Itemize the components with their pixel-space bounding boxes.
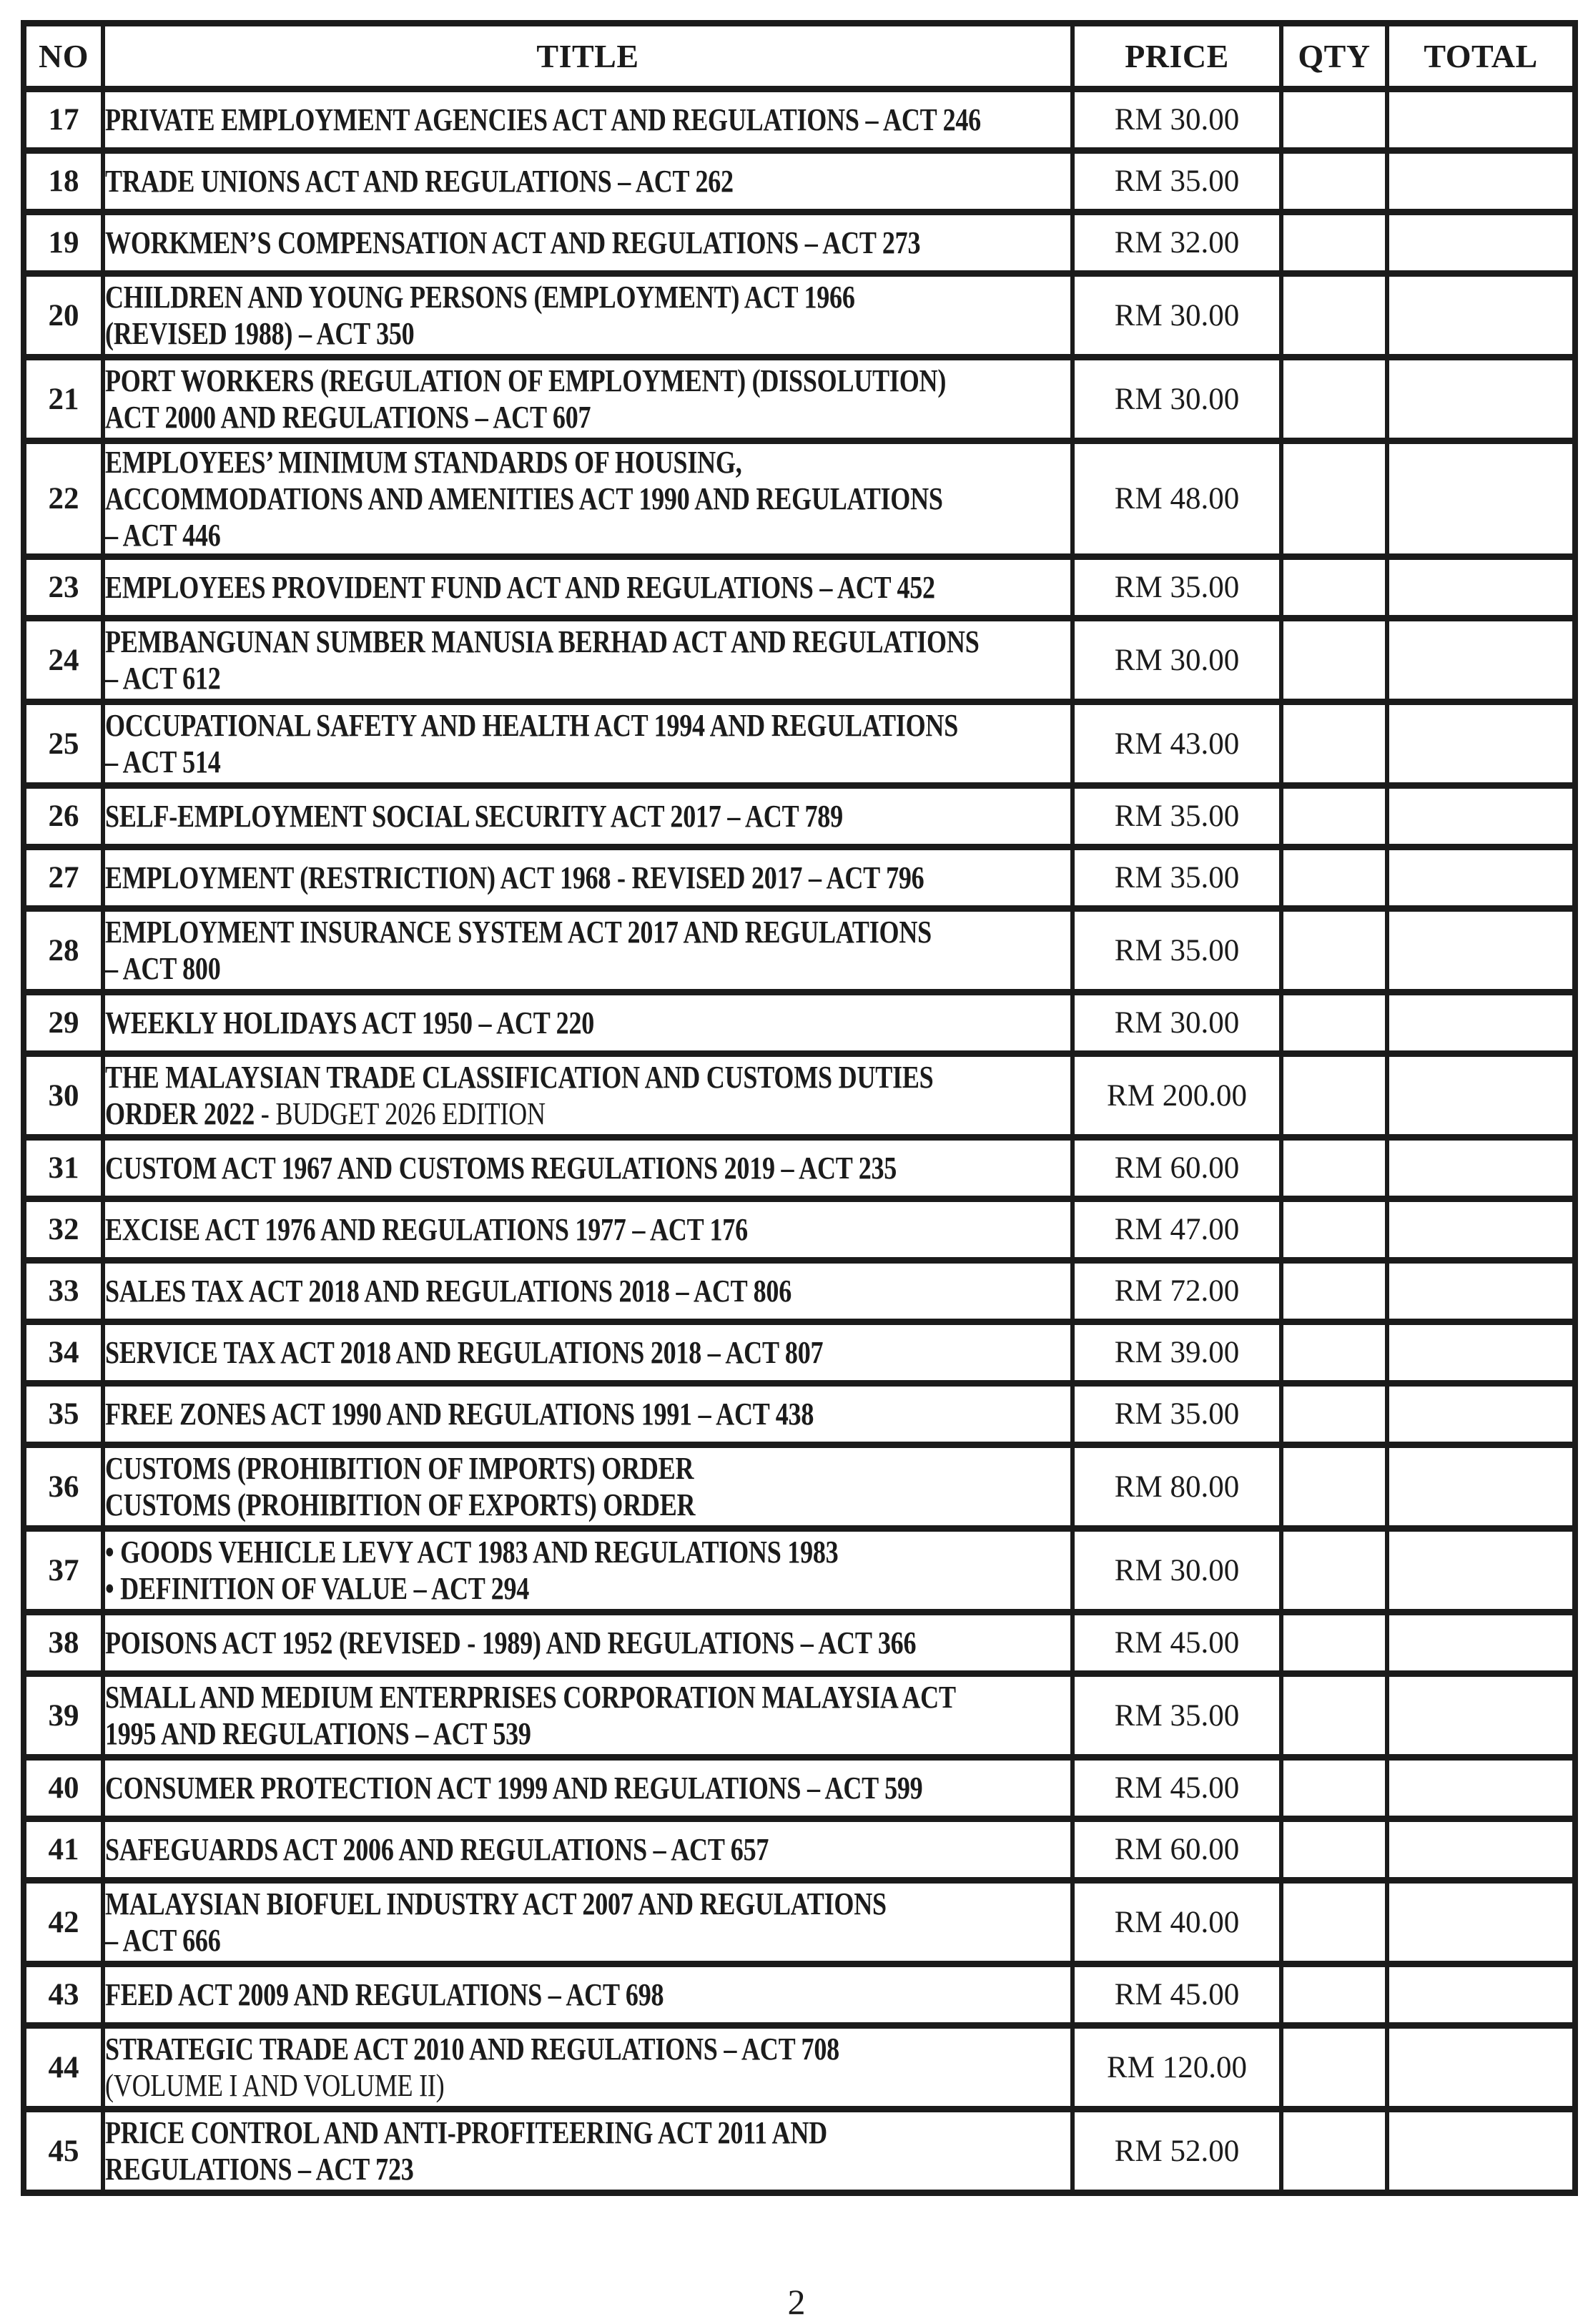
row-price: RM 45.00 — [1072, 1964, 1281, 2026]
title-line — [105, 399, 897, 435]
row-qty-cell — [1281, 1612, 1387, 1674]
title-segment-bold: STRATEGIC TRADE ACT 2010 AND REGULATIONS – ACT 708 — [105, 2032, 839, 2067]
title-line — [105, 744, 897, 780]
title-line — [105, 1487, 897, 1523]
row-number: 45 — [24, 2109, 103, 2193]
title-segment-bold: ACCOMMODATIONS AND AMENITIES ACT 1990 AND REGULATIONS — [105, 481, 943, 517]
table-row — [24, 1054, 1575, 1138]
table-row — [24, 1529, 1575, 1612]
title-line — [105, 2067, 897, 2104]
table-row — [24, 557, 1575, 619]
row-total-cell — [1387, 212, 1575, 274]
row-price: RM 35.00 — [1072, 1384, 1281, 1445]
title-segment-bold: PORT WORKERS (REGULATION OF EMPLOYMENT) (DISSOLUTION) — [105, 363, 947, 398]
title-segment-bold: SALES TAX ACT 2018 AND REGULATIONS 2018 – ACT 806 — [105, 1274, 792, 1309]
title-line — [105, 1534, 897, 1570]
title-segment-bold: 1995 AND REGULATIONS – ACT 539 — [105, 1716, 531, 1752]
row-total-cell — [1387, 1819, 1575, 1881]
row-number: 42 — [24, 1881, 103, 1964]
row-number: 32 — [24, 1199, 103, 1261]
title-line — [105, 1715, 897, 1752]
title-line — [105, 1211, 897, 1248]
title-line — [105, 1150, 897, 1186]
price-list-table — [21, 20, 1578, 2196]
row-number: 17 — [24, 89, 103, 151]
row-price: RM 35.00 — [1072, 557, 1281, 619]
title-line — [105, 1679, 956, 1715]
title-segment-bold: SMALL AND MEDIUM ENTERPRISES CORPORATION MALAYSIA ACT — [105, 1680, 956, 1715]
title-line — [105, 1770, 923, 1806]
row-number: 27 — [24, 847, 103, 909]
title-segment-bold: FEED ACT 2009 AND REGULATIONS – ACT 698 — [105, 1977, 664, 2013]
title-segment-bold: – ACT 514 — [105, 744, 221, 780]
title-segment-bold: • GOODS VEHICLE LEVY ACT 1983 AND REGULATIONS 1983 — [105, 1535, 839, 1570]
header-qty: QTY — [1281, 24, 1387, 89]
table-row — [24, 1384, 1575, 1445]
title-segment-bold: – ACT 800 — [105, 951, 221, 987]
title-segment-bold: – ACT 612 — [105, 661, 221, 696]
row-price: RM 43.00 — [1072, 702, 1281, 786]
row-price: RM 80.00 — [1072, 1445, 1281, 1529]
row-total-cell — [1387, 2026, 1575, 2109]
table-row — [24, 619, 1575, 702]
row-number: 34 — [24, 1322, 103, 1384]
row-total-cell — [1387, 909, 1575, 993]
title-segment-bold: CHILDREN AND YOUNG PERSONS (EMPLOYMENT) ACT 1966 — [105, 279, 855, 315]
table-row — [24, 1322, 1575, 1384]
row-qty-cell — [1281, 1261, 1387, 1322]
title-segment-regular: - BUDGET 2026 EDITION — [255, 1096, 546, 1132]
table-row — [24, 1445, 1575, 1529]
header-row — [24, 24, 1575, 89]
row-qty-cell — [1281, 1138, 1387, 1199]
title-segment-bold: CUSTOMS (PROHIBITION OF IMPORTS) ORDER — [105, 1451, 694, 1487]
row-price: RM 60.00 — [1072, 1819, 1281, 1881]
row-price: RM 72.00 — [1072, 1261, 1281, 1322]
title-line — [105, 1831, 897, 1868]
title-segment-bold: CUSTOMS (PROHIBITION OF EXPORTS) ORDER — [105, 1487, 696, 1523]
row-title — [103, 89, 1072, 151]
title-segment-bold: EMPLOYEES’ MINIMUM STANDARDS OF HOUSING, — [105, 445, 742, 480]
title-line — [105, 163, 897, 200]
title-line — [105, 624, 980, 660]
title-line — [105, 1095, 897, 1132]
header-title: TITLE — [103, 24, 1072, 89]
row-qty-cell — [1281, 619, 1387, 702]
title-line — [105, 1059, 934, 1095]
row-total-cell — [1387, 786, 1575, 847]
row-number: 20 — [24, 274, 103, 358]
row-title — [103, 702, 1072, 786]
row-qty-cell — [1281, 1054, 1387, 1138]
title-line — [105, 707, 959, 744]
title-line — [105, 2151, 897, 2187]
row-total-cell — [1387, 441, 1575, 557]
row-title — [103, 1529, 1072, 1612]
row-price: RM 60.00 — [1072, 1138, 1281, 1199]
row-price: RM 45.00 — [1072, 1758, 1281, 1819]
row-qty-cell — [1281, 1322, 1387, 1384]
title-segment-bold: OCCUPATIONAL SAFETY AND HEALTH ACT 1994 AND REGULATIONS — [105, 708, 959, 744]
title-line — [105, 1334, 897, 1371]
title-line — [105, 1922, 897, 1959]
row-price: RM 35.00 — [1072, 847, 1281, 909]
row-title — [103, 1881, 1072, 1964]
row-total-cell — [1387, 89, 1575, 151]
row-total-cell — [1387, 847, 1575, 909]
title-segment-bold: CUSTOM ACT 1967 AND CUSTOMS REGULATIONS 2019 – ACT 235 — [105, 1151, 897, 1186]
title-line — [105, 1625, 917, 1661]
title-line — [105, 660, 897, 696]
title-line — [105, 225, 921, 261]
row-qty-cell — [1281, 702, 1387, 786]
title-line — [105, 1273, 897, 1309]
row-qty-cell — [1281, 441, 1387, 557]
table-row — [24, 1674, 1575, 1758]
row-number: 30 — [24, 1054, 103, 1138]
row-qty-cell — [1281, 274, 1387, 358]
title-segment-bold: POISONS ACT 1952 (REVISED - 1989) AND REGULATIONS – ACT 366 — [105, 1625, 917, 1661]
row-total-cell — [1387, 1384, 1575, 1445]
row-qty-cell — [1281, 847, 1387, 909]
table-row — [24, 2026, 1575, 2109]
title-segment-bold: FREE ZONES ACT 1990 AND REGULATIONS 1991 – ACT 438 — [105, 1397, 814, 1432]
title-line — [105, 1396, 897, 1432]
title-segment-bold: EMPLOYEES PROVIDENT FUND ACT AND REGULATIONS – ACT 452 — [105, 570, 935, 606]
row-number: 37 — [24, 1529, 103, 1612]
title-segment-bold: MALAYSIAN BIOFUEL INDUSTRY ACT 2007 AND REGULATIONS — [105, 1886, 887, 1922]
row-qty-cell — [1281, 557, 1387, 619]
table-row — [24, 212, 1575, 274]
row-number: 33 — [24, 1261, 103, 1322]
row-total-cell — [1387, 358, 1575, 441]
row-qty-cell — [1281, 89, 1387, 151]
row-price: RM 48.00 — [1072, 441, 1281, 557]
table-row — [24, 1612, 1575, 1674]
title-segment-bold: TRADE UNIONS ACT AND REGULATIONS – ACT 262 — [105, 163, 734, 199]
title-segment-bold: THE MALAYSIAN TRADE CLASSIFICATION AND CUSTOMS DUTIES — [105, 1060, 934, 1095]
title-line — [105, 914, 932, 950]
title-segment-bold: EMPLOYMENT INSURANCE SYSTEM ACT 2017 AND REGULATIONS — [105, 915, 932, 950]
row-price: RM 45.00 — [1072, 1612, 1281, 1674]
title-line — [105, 1886, 897, 1922]
row-title — [103, 1964, 1072, 2026]
row-qty-cell — [1281, 909, 1387, 993]
row-title — [103, 1445, 1072, 1529]
row-number: 25 — [24, 702, 103, 786]
table-header — [24, 24, 1575, 89]
row-total-cell — [1387, 619, 1575, 702]
row-qty-cell — [1281, 1445, 1387, 1529]
title-line — [105, 279, 897, 315]
row-price: RM 35.00 — [1072, 786, 1281, 847]
row-number: 23 — [24, 557, 103, 619]
title-line — [105, 798, 897, 834]
title-segment-bold: WORKMEN’S COMPENSATION ACT AND REGULATIONS – ACT 273 — [105, 225, 921, 260]
header-no: NO — [24, 24, 103, 89]
row-qty-cell — [1281, 151, 1387, 212]
title-segment-regular: (VOLUME I AND VOLUME II) — [105, 2068, 445, 2104]
row-number: 24 — [24, 619, 103, 702]
row-title — [103, 557, 1072, 619]
table-row — [24, 1199, 1575, 1261]
table-row — [24, 909, 1575, 993]
row-title — [103, 993, 1072, 1054]
row-total-cell — [1387, 1881, 1575, 1964]
row-title — [103, 619, 1072, 702]
row-price: RM 35.00 — [1072, 1674, 1281, 1758]
row-number: 36 — [24, 1445, 103, 1529]
row-qty-cell — [1281, 1384, 1387, 1445]
row-title — [103, 1054, 1072, 1138]
table-row — [24, 1819, 1575, 1881]
row-title — [103, 1758, 1072, 1819]
row-title — [103, 1261, 1072, 1322]
row-price: RM 120.00 — [1072, 2026, 1281, 2109]
row-qty-cell — [1281, 1529, 1387, 1612]
row-number: 31 — [24, 1138, 103, 1199]
row-title — [103, 1819, 1072, 1881]
row-qty-cell — [1281, 1881, 1387, 1964]
title-segment-bold: PRICE CONTROL AND ANTI-PROFITEERING ACT 2011 AND — [105, 2115, 827, 2151]
title-segment-bold: SELF-EMPLOYMENT SOCIAL SECURITY ACT 2017 – ACT 789 — [105, 799, 843, 834]
title-segment-bold: EMPLOYMENT (RESTRICTION) ACT 1968 - REVISED 2017 – ACT 796 — [105, 860, 924, 896]
row-total-cell — [1387, 1529, 1575, 1612]
row-title — [103, 151, 1072, 212]
row-total-cell — [1387, 993, 1575, 1054]
row-title — [103, 1322, 1072, 1384]
row-title — [103, 786, 1072, 847]
row-qty-cell — [1281, 358, 1387, 441]
row-title — [103, 274, 1072, 358]
row-price: RM 200.00 — [1072, 1054, 1281, 1138]
row-qty-cell — [1281, 2026, 1387, 2109]
title-line — [105, 860, 924, 896]
title-segment-bold: – ACT 666 — [105, 1923, 221, 1959]
table-row — [24, 1964, 1575, 2026]
row-number: 21 — [24, 358, 103, 441]
title-line — [105, 481, 943, 517]
row-qty-cell — [1281, 993, 1387, 1054]
table-body — [24, 89, 1575, 2193]
row-price: RM 52.00 — [1072, 2109, 1281, 2193]
title-segment-bold: ORDER 2022 — [105, 1096, 255, 1132]
row-total-cell — [1387, 1261, 1575, 1322]
title-segment-bold: SERVICE TAX ACT 2018 AND REGULATIONS 2018 – ACT 807 — [105, 1335, 824, 1371]
row-price: RM 30.00 — [1072, 993, 1281, 1054]
row-price: RM 35.00 — [1072, 909, 1281, 993]
row-total-cell — [1387, 1054, 1575, 1138]
title-segment-bold: CONSUMER PROTECTION ACT 1999 AND REGULATIONS – ACT 599 — [105, 1771, 923, 1806]
row-total-cell — [1387, 2109, 1575, 2193]
title-segment-bold: (REVISED 1988) – ACT 350 — [105, 316, 415, 351]
row-total-cell — [1387, 1758, 1575, 1819]
row-price: RM 47.00 — [1072, 1199, 1281, 1261]
table-row — [24, 1138, 1575, 1199]
title-line — [105, 363, 947, 399]
title-segment-bold: REGULATIONS – ACT 723 — [105, 2152, 414, 2187]
row-qty-cell — [1281, 786, 1387, 847]
row-title — [103, 847, 1072, 909]
title-line — [105, 517, 897, 553]
table-row — [24, 274, 1575, 358]
table-row — [24, 1261, 1575, 1322]
header-total: TOTAL — [1387, 24, 1575, 89]
row-number: 26 — [24, 786, 103, 847]
row-title — [103, 2109, 1072, 2193]
row-total-cell — [1387, 1674, 1575, 1758]
table-row — [24, 89, 1575, 151]
table-row — [24, 2109, 1575, 2193]
table-row — [24, 847, 1575, 909]
row-total-cell — [1387, 1445, 1575, 1529]
row-number: 43 — [24, 1964, 103, 2026]
row-title — [103, 212, 1072, 274]
title-segment-bold: • DEFINITION OF VALUE – ACT 294 — [105, 1571, 530, 1607]
row-qty-cell — [1281, 1758, 1387, 1819]
page-number: 2 — [787, 2282, 806, 2322]
row-title — [103, 1674, 1072, 1758]
row-number: 39 — [24, 1674, 103, 1758]
title-line — [105, 2114, 897, 2151]
row-number: 29 — [24, 993, 103, 1054]
title-line — [105, 102, 981, 138]
table-row — [24, 441, 1575, 557]
title-line — [105, 1450, 897, 1487]
title-line — [105, 315, 897, 352]
title-line — [105, 2031, 897, 2067]
title-segment-bold: PRIVATE EMPLOYMENT AGENCIES ACT AND REGULATIONS – ACT 246 — [105, 102, 981, 137]
table-row — [24, 151, 1575, 212]
row-title — [103, 2026, 1072, 2109]
row-total-cell — [1387, 1138, 1575, 1199]
row-total-cell — [1387, 1612, 1575, 1674]
row-number: 38 — [24, 1612, 103, 1674]
row-price: RM 30.00 — [1072, 358, 1281, 441]
row-total-cell — [1387, 557, 1575, 619]
title-line — [105, 1570, 897, 1607]
title-segment-bold: ACT 2000 AND REGULATIONS – ACT 607 — [105, 400, 591, 435]
row-title — [103, 909, 1072, 993]
row-number: 40 — [24, 1758, 103, 1819]
row-price: RM 30.00 — [1072, 619, 1281, 702]
title-segment-bold: – ACT 446 — [105, 518, 221, 553]
title-segment-bold: EXCISE ACT 1976 AND REGULATIONS 1977 – ACT 176 — [105, 1212, 748, 1248]
row-price: RM 32.00 — [1072, 212, 1281, 274]
title-line — [105, 444, 897, 481]
row-title — [103, 441, 1072, 557]
row-number: 22 — [24, 441, 103, 557]
title-line — [105, 1005, 897, 1041]
row-price: RM 35.00 — [1072, 151, 1281, 212]
table-row — [24, 358, 1575, 441]
row-price: RM 30.00 — [1072, 89, 1281, 151]
title-line — [105, 569, 935, 606]
row-title — [103, 1138, 1072, 1199]
row-qty-cell — [1281, 1674, 1387, 1758]
row-price: RM 39.00 — [1072, 1322, 1281, 1384]
row-qty-cell — [1281, 2109, 1387, 2193]
row-total-cell — [1387, 274, 1575, 358]
title-segment-bold: WEEKLY HOLIDAYS ACT 1950 – ACT 220 — [105, 1005, 595, 1041]
row-number: 18 — [24, 151, 103, 212]
row-total-cell — [1387, 1964, 1575, 2026]
row-qty-cell — [1281, 1819, 1387, 1881]
row-price: RM 40.00 — [1072, 1881, 1281, 1964]
row-price: RM 30.00 — [1072, 274, 1281, 358]
row-qty-cell — [1281, 1199, 1387, 1261]
row-number: 19 — [24, 212, 103, 274]
row-total-cell — [1387, 151, 1575, 212]
row-number: 44 — [24, 2026, 103, 2109]
table-row — [24, 1881, 1575, 1964]
row-total-cell — [1387, 702, 1575, 786]
row-number: 35 — [24, 1384, 103, 1445]
title-segment-bold: PEMBANGUNAN SUMBER MANUSIA BERHAD ACT AND REGULATIONS — [105, 624, 980, 660]
row-total-cell — [1387, 1199, 1575, 1261]
row-number: 41 — [24, 1819, 103, 1881]
row-title — [103, 358, 1072, 441]
row-qty-cell — [1281, 1964, 1387, 2026]
table-row — [24, 1758, 1575, 1819]
table-row — [24, 993, 1575, 1054]
row-qty-cell — [1281, 212, 1387, 274]
title-segment-bold: SAFEGUARDS ACT 2006 AND REGULATIONS – ACT 657 — [105, 1832, 769, 1868]
title-line — [105, 950, 897, 987]
row-total-cell — [1387, 1322, 1575, 1384]
row-price: RM 30.00 — [1072, 1529, 1281, 1612]
row-title — [103, 1612, 1072, 1674]
table-row — [24, 702, 1575, 786]
row-title — [103, 1384, 1072, 1445]
header-price: PRICE — [1072, 24, 1281, 89]
title-line — [105, 1976, 897, 2013]
table-row — [24, 786, 1575, 847]
row-number: 28 — [24, 909, 103, 993]
row-title — [103, 1199, 1072, 1261]
